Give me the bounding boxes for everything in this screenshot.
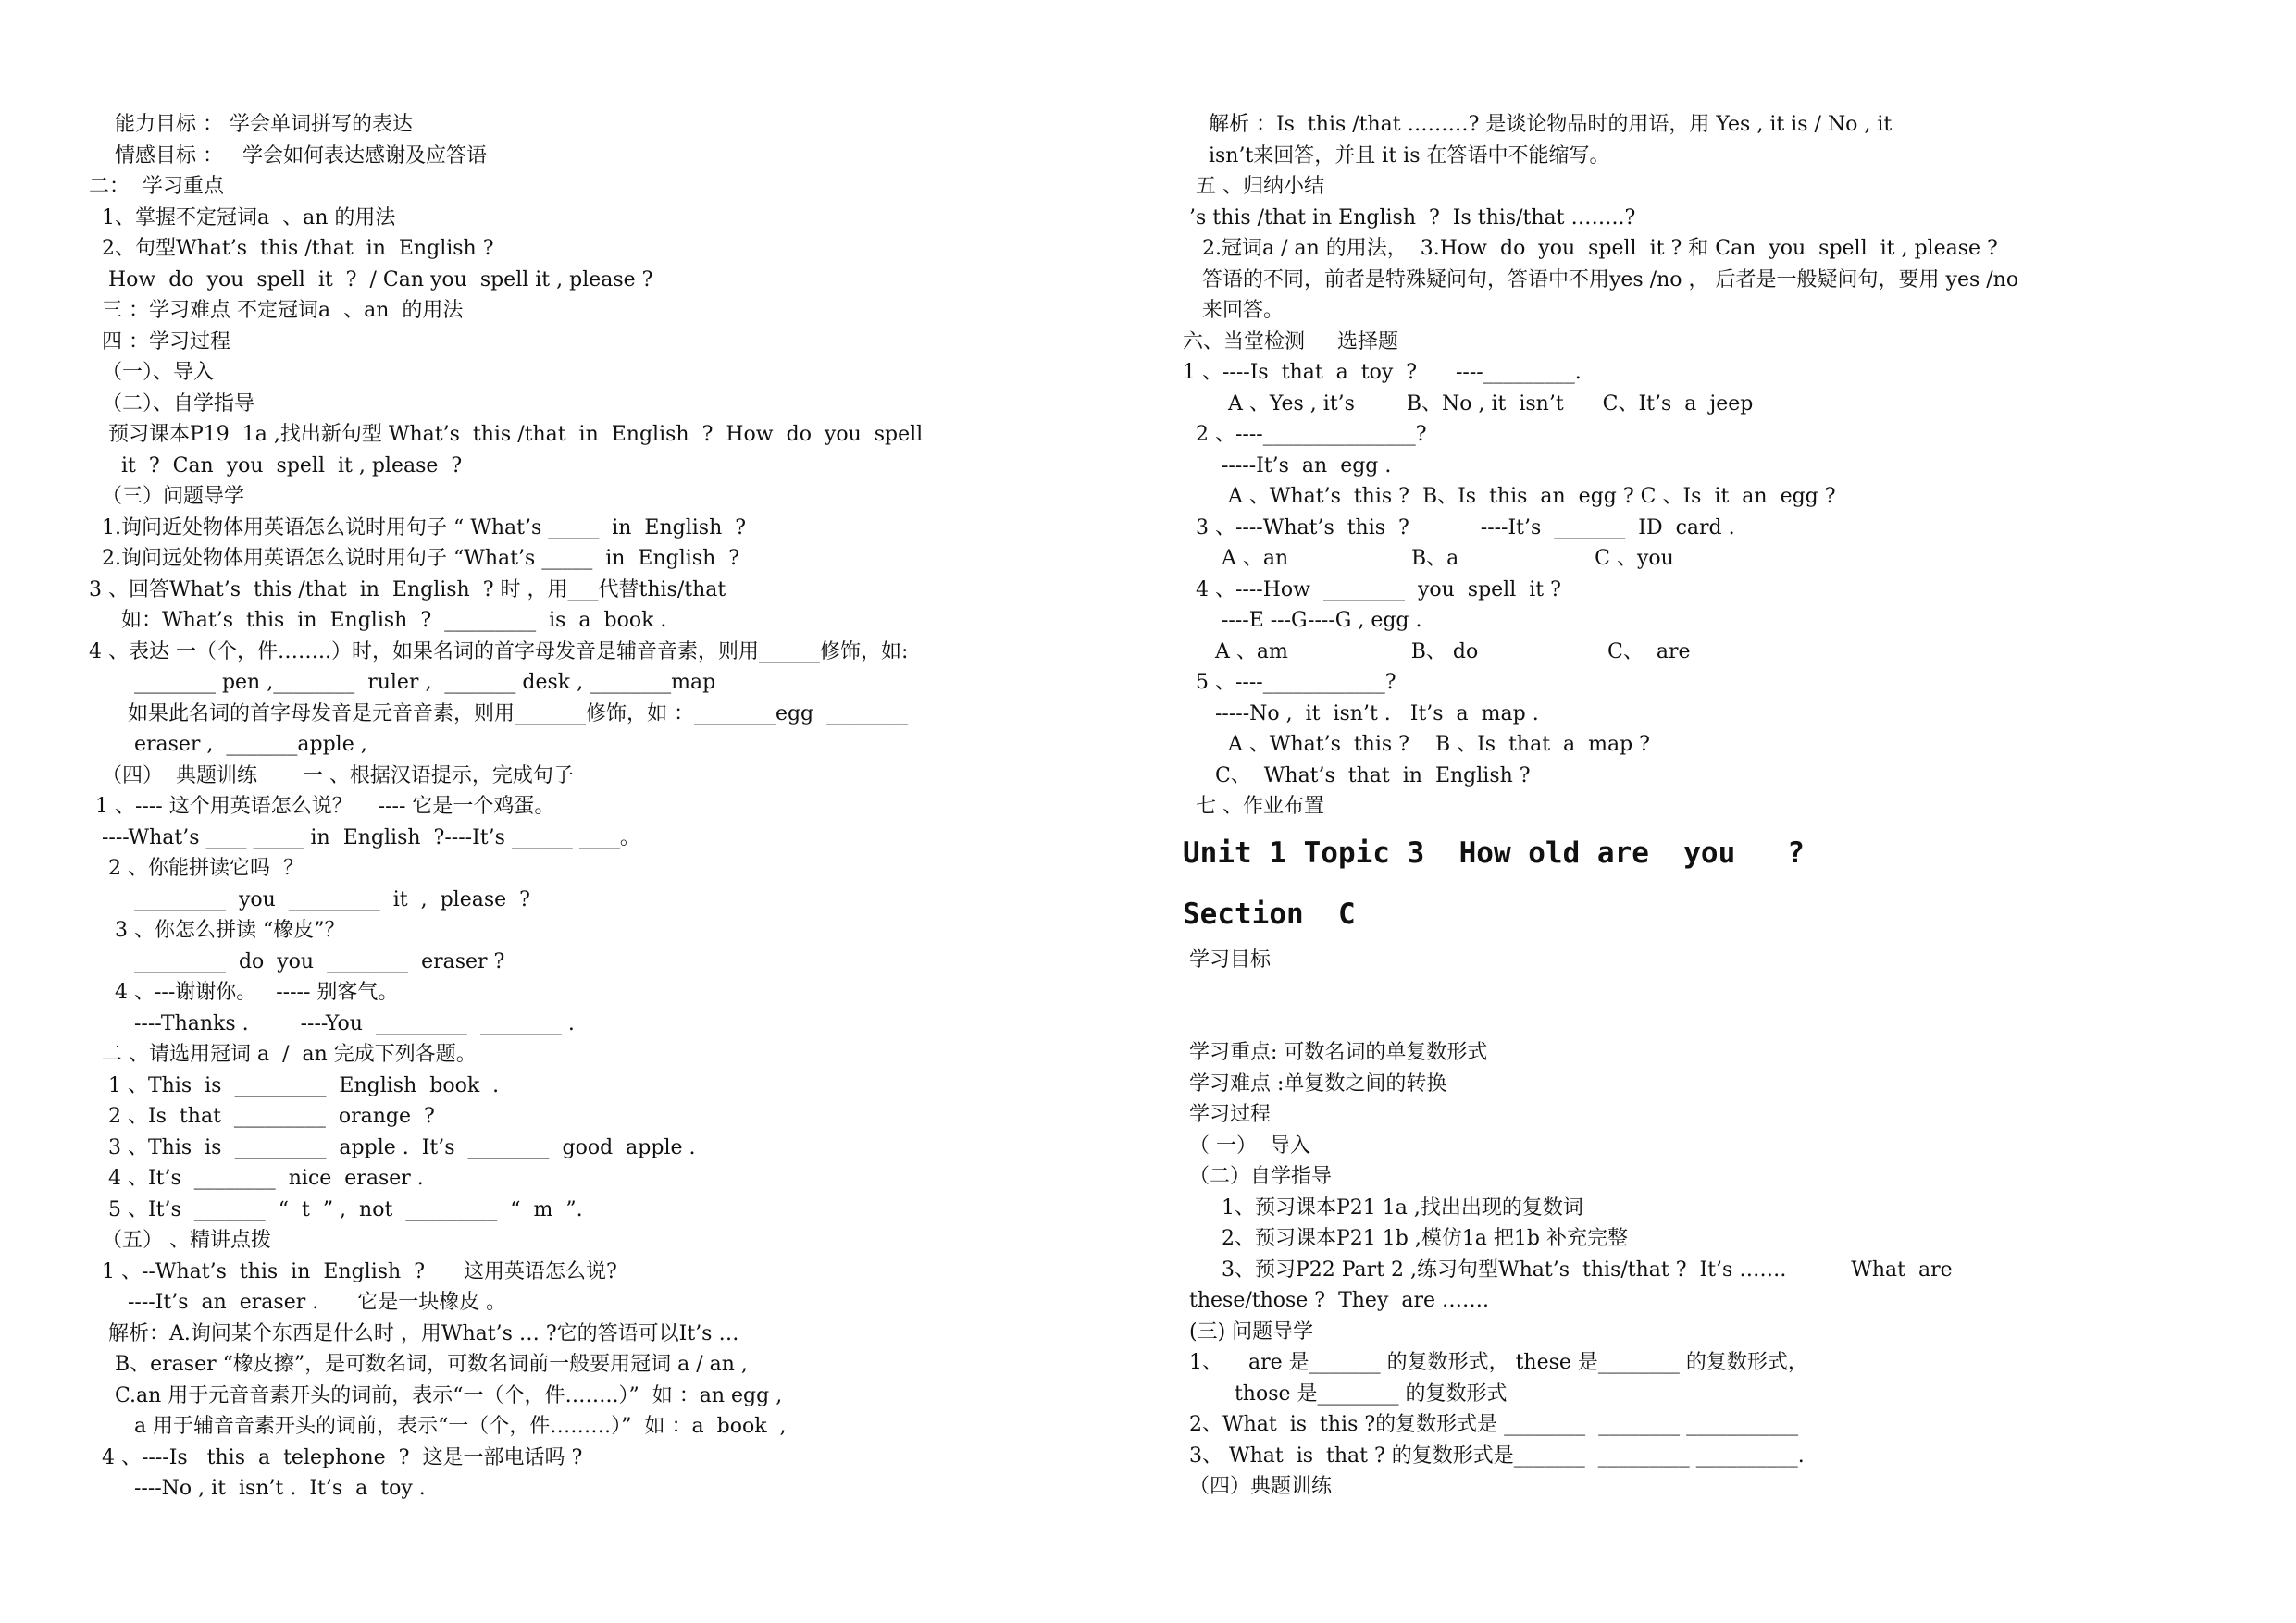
text-line: those 是________ 的复数形式 [1183,1381,1508,1406]
text-line: How do you spell it ? / Can you spell it , please ? [89,267,653,291]
text-line: 3 、回答What’s this /that in English ? 时 ，用___代替this/that [89,577,726,601]
text-line: ’s this /that in English ? Is this/that ……..? [1183,205,1636,229]
text-line: 4 、---谢谢你。 ----- 别客气。 [89,981,399,1004]
text-line: 1 、This is _________ English book . [89,1073,500,1097]
review-section [1183,109,2228,823]
text-line: 3 、你怎么拼读 “橡皮”？ [89,919,345,942]
text-line: ----No , it isn’t . It’s a toy . [89,1477,426,1500]
text-line: 4 、----Is this a telephone ? 这是一部电话吗 ? [89,1445,583,1469]
text-line: 2、预习课本P21 1b ,模仿1a 把1b 补充完整 [1183,1227,1628,1250]
left-column [89,109,1153,1505]
text-line: （ 一） 导入 [1183,1134,1310,1158]
text-line: ----Thanks . ----You _________ ________ . [89,1011,575,1035]
text-line: 情感目标 ： 学会如何表达感谢及应答语 [89,143,487,167]
blank-space [1183,975,2228,1037]
text-line: 5 、It’s _______ “ t ” , not _________ “ m ”. [89,1197,583,1221]
text-line: 如：What’s this in English ? _________ is a book . [89,609,667,632]
text-line: -----No , it isn’t . It’s a map . [1183,701,1539,725]
text-line: 1.询问近处物体用英语怎么说时用句子 “ What’s _____ in English ? [89,515,747,539]
text-line: 学习目标 [1183,948,1271,972]
text-line: 解析 ：Is this /that ………? 是谈论物品时的用语，用 Yes , it is / No , it [1183,113,1893,136]
text-line: 3 、----What’s this ? ----It’s _______ ID card . [1183,515,1735,539]
text-line: 1、掌握不定冠词a 、an 的用法 [89,205,396,229]
text-line: A 、am B、 do C、 are [1183,639,1691,663]
text-line: C.an 用于元音音素开头的词前，表示“一（个，件……..）” 如 ：an egg , [89,1383,783,1407]
text-line: 1、预习课本P21 1a ,找出出现的复数词 [1183,1196,1583,1220]
text-line: （三）问题导学 [89,485,244,508]
text-line: 四 ：学习过程 [89,329,230,353]
text-line: 1 、---- 这个用英语怎么说？ ---- 它是一个鸡蛋。 [89,795,555,818]
text-line: C、 What’s that in English ? [1183,763,1531,787]
text-line: 1 、--What’s this in English ? 这用英语怎么说? [89,1259,617,1283]
text-line: (三) 问题导学 [1183,1319,1314,1344]
text-line: 来回答。 [1183,299,1284,322]
text-line: A 、Yes , it’s B、No , it isn’t C、It’s a jeep [1183,391,1754,415]
text-line: 1 、----Is that a toy ? ----_________. [1183,361,1582,384]
text-line: 预习课本P19 1a ,找出新句型 What’s this /that in English ? How do you spell [89,423,924,446]
objectives-section [1183,945,2228,976]
text-line: （一）、导入 [89,361,214,384]
text-line: 2 、----_______________? [1183,423,1427,446]
text-line: B、eraser “橡皮擦”，是可数名词，可数名词前一般要用冠词 a / an , [89,1353,748,1376]
text-line: ----What’s ____ _____ in English ?----It’s ______ ____。 [89,825,640,849]
text-line: 3、 What is that ? 的复数形式是_______ _________ __________. [1183,1443,1805,1468]
text-line: A 、What’s this ? B、Is this an egg ? C 、Is it an egg ? [1183,485,1836,508]
text-line: （二）、自学指导 [89,391,254,415]
text-line: _________ you _________ it , please ? [89,887,530,911]
text-line: -----It’s an egg . [1183,453,1392,477]
lesson-section [1183,1037,2228,1503]
text-line: isn’t来回答，并且 it is 在答语中不能缩写。 [1183,143,1610,167]
text-line: 七 、作业布置 [1183,795,1324,818]
text-line: 二： 学习重点 [89,175,224,198]
text-line: _________ do you ________ eraser ? [89,949,505,973]
text-line: 1、 are 是_______ 的复数形式， these 是________ 的复数形式， [1183,1351,1808,1374]
text-line: 2.冠词a / an 的用法， 3.How do you spell it ? 和 Can you spell it , please ? [1183,237,1998,260]
text-line: （四） 典题训练 一 、根据汉语提示，完成句子 [89,763,574,787]
text-line: 五 、归纳小结 [1183,175,1324,198]
text-line: 能力目标 ： 学会单词拼写的表达 [89,113,413,136]
text-line: 3、预习P22 Part 2 ,练习句型What’s this/that ? It’s ……. What are [1183,1258,1953,1282]
unit-title: Unit 1 Topic 3 How old are you ? [1183,836,1805,870]
text-line: 2、What is this ?的复数形式是 ________ ________ ___________ [1183,1413,1799,1436]
text-line: 4 、It’s ________ nice eraser . [89,1167,424,1190]
text-line: 4 、表达 一（个，件……..）时，如果名词的首字母发音是辅音音素，则用______修饰，如: [89,639,909,663]
text-line: 如果此名词的首字母发音是元音音素，则用_______修饰，如 ：________egg ________ [89,701,909,725]
text-line: ________ pen ,________ ruler , _______ desk , ________map [89,671,716,694]
text-line: 解析：A.询问某个东西是什么时 ，用What’s … ?它的答语可以It’s … [89,1321,739,1345]
text-line: （四）典题训练 [1183,1475,1332,1498]
text-line: ----E ---G----G , egg . [1183,609,1422,632]
text-line: eraser , _______apple , [89,733,367,756]
text-line: 2.询问远处物体用英语怎么说时用句子 “What’s _____ in English ? [89,547,740,570]
text-line: 二 、请选用冠词 a / an 完成下列各题。 [89,1043,477,1066]
text-line: 2 、你能拼读它吗 ？ [89,857,304,880]
text-line: 六、当堂检测 选择题 [1183,329,1398,353]
text-line: 答语的不同，前者是特殊疑问句，答语中不用yes /no ， 后者是一般疑问句，要用 yes /no [1183,267,2019,291]
text-line: these/those ? They are ……. [1183,1289,1489,1312]
text-line: 学习重点: 可数名词的单复数形式 [1183,1041,1488,1064]
text-line: 学习过程 [1183,1103,1271,1126]
text-line: 5 、----____________? [1183,671,1396,694]
text-line: 2、句型What’s this /that in English ? [89,237,494,260]
text-line: it ? Can you spell it , please ? [89,453,463,477]
text-line: （五） 、精讲点拨 [89,1229,271,1252]
text-line: a 用于辅音音素开头的词前，表示“一（个，件………）” 如 ：a book , [89,1415,787,1438]
text-line: 3 、This is _________ apple . It’s ________ good apple . [89,1135,696,1159]
text-line: ----It’s an eraser . 它是一块橡皮 。 [89,1291,507,1314]
text-line: 三 ：学习难点 不定冠词a 、an 的用法 [89,299,464,322]
text-line: A 、What’s this ? B 、Is that a map ? [1183,733,1650,756]
text-line: 学习难点 :单复数之间的转换 [1183,1072,1447,1096]
right-column [1183,109,2228,1503]
section-title: Section C [1183,897,1356,931]
text-line: （二）自学指导 [1183,1165,1332,1188]
text-line: A 、an B、a C 、you [1183,547,1674,570]
text-line: 4 、----How ________ you spell it ? [1183,577,1561,601]
text-line: 2 、Is that _________ orange ? [89,1105,435,1128]
